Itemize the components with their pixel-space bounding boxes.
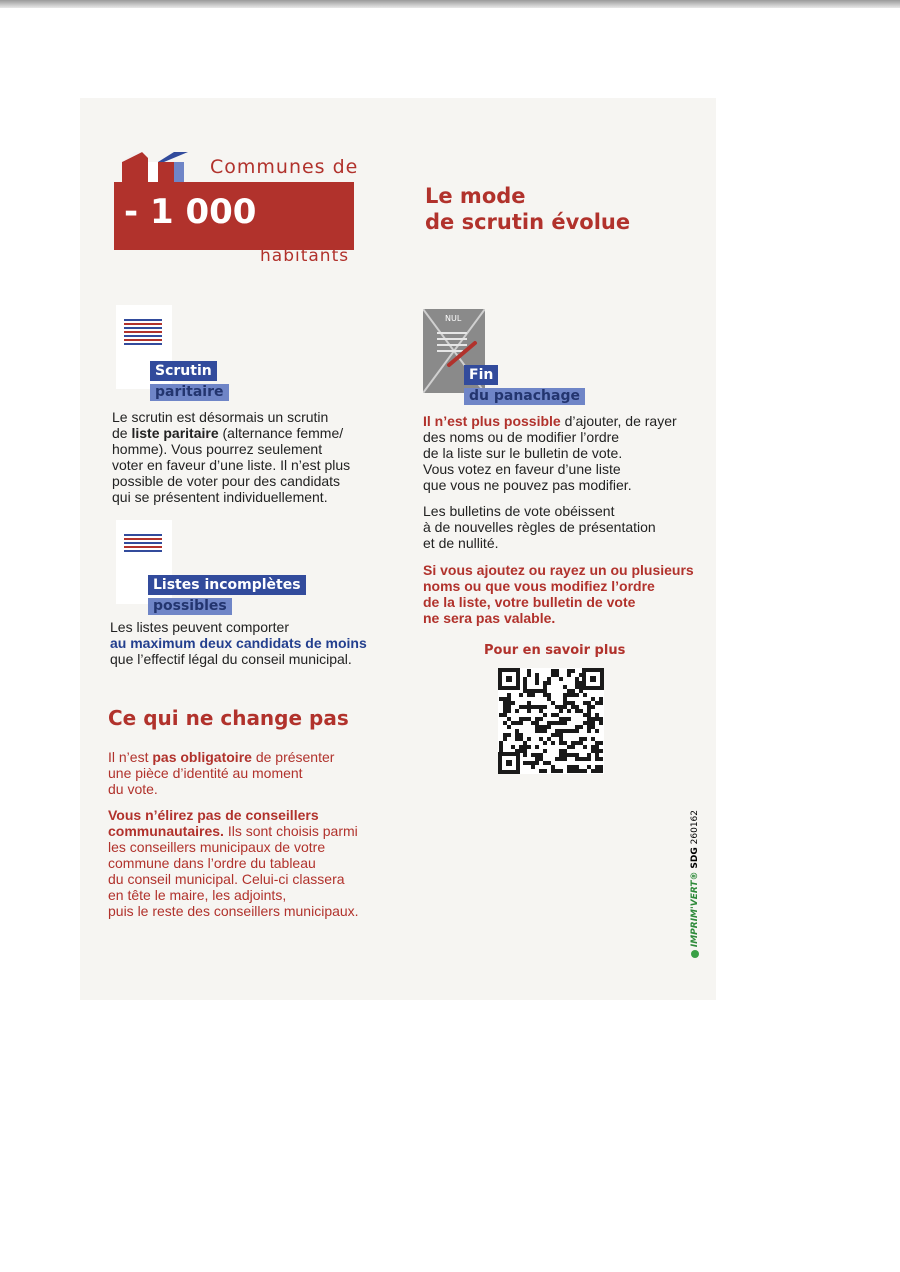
qr-module <box>575 705 579 709</box>
qr-module <box>559 705 563 709</box>
qr-module <box>559 753 563 757</box>
qr-module <box>515 729 519 733</box>
qr-module <box>587 765 591 769</box>
qr-module <box>587 717 591 721</box>
header-red-block <box>114 182 354 250</box>
qr-module <box>575 765 579 769</box>
qr-module <box>551 713 555 717</box>
qr-module <box>507 705 511 709</box>
qr-module <box>571 693 575 697</box>
qr-module <box>591 725 595 729</box>
qr-module <box>595 769 599 773</box>
qr-module <box>551 669 555 673</box>
qr-module <box>531 761 535 765</box>
qr-module <box>563 697 567 701</box>
qr-module <box>587 709 591 713</box>
qr-module <box>499 741 503 745</box>
qr-module <box>587 705 591 709</box>
qr-module <box>563 685 567 689</box>
qr-module <box>563 741 567 745</box>
qr-module <box>567 753 571 757</box>
qr-module <box>507 717 511 721</box>
qr-module <box>567 745 571 749</box>
qr-module <box>563 701 567 705</box>
qr-module <box>527 701 531 705</box>
qr-module <box>555 769 559 773</box>
qr-module <box>559 757 563 761</box>
qr-module <box>535 673 539 677</box>
qr-module <box>599 769 603 773</box>
qr-module <box>599 721 603 725</box>
qr-module <box>587 713 591 717</box>
qr-module <box>595 765 599 769</box>
qr-module <box>563 721 567 725</box>
qr-module <box>531 689 535 693</box>
qr-module <box>575 769 579 773</box>
qr-module <box>539 737 543 741</box>
qr-module <box>575 685 579 689</box>
nul-label: NUL <box>445 314 462 323</box>
qr-module <box>563 717 567 721</box>
fin-p2: Les bulletins de vote obéissent à de nouvelles règles de présentation et de nullité. <box>423 503 656 551</box>
qr-module <box>587 729 591 733</box>
savoir-plus-label: Pour en savoir plus <box>484 643 626 658</box>
qr-module <box>571 745 575 749</box>
qr-module <box>583 757 587 761</box>
qr-module <box>571 753 575 757</box>
qr-module <box>523 745 527 749</box>
qr-module <box>539 725 543 729</box>
qr-module <box>555 673 559 677</box>
qr-module <box>543 693 547 697</box>
qr-module <box>499 713 503 717</box>
qr-module <box>563 753 567 757</box>
qr-module <box>595 713 599 717</box>
qr-module <box>519 733 523 737</box>
qr-module <box>579 769 583 773</box>
qr-module <box>507 709 511 713</box>
qr-module <box>587 701 591 705</box>
qr-module <box>559 677 563 681</box>
qr-module <box>583 701 587 705</box>
qr-module <box>587 725 591 729</box>
qr-module <box>579 757 583 761</box>
qr-module <box>559 709 563 713</box>
qr-module <box>523 749 527 753</box>
qr-module <box>579 741 583 745</box>
qr-module <box>547 725 551 729</box>
qr-module <box>511 745 515 749</box>
qr-module <box>511 721 515 725</box>
qr-module <box>527 761 531 765</box>
qr-module <box>579 709 583 713</box>
qr-module <box>563 705 567 709</box>
qr-module <box>543 741 547 745</box>
qr-module <box>551 673 555 677</box>
qr-module <box>567 717 571 721</box>
qr-module <box>567 765 571 769</box>
leaf-icon <box>691 950 699 958</box>
qr-module <box>547 697 551 701</box>
qr-module <box>567 673 571 677</box>
scrutin-tag: Scrutin paritaire <box>150 360 229 401</box>
qr-module <box>503 721 507 725</box>
scrutin-text: Le scrutin est désormais un scrutin de liste paritaire (alternance femme/ homme). Vous pourrez seulement voter en faveur d’une liste. Il n’est plus possible de voter pour des candidats qui se présentent individuellement. <box>112 409 351 505</box>
qr-module <box>559 729 563 733</box>
qr-module <box>531 765 535 769</box>
qr-module <box>567 701 571 705</box>
qr-module <box>551 721 555 725</box>
qr-module <box>519 693 523 697</box>
qr-module <box>535 717 539 721</box>
qr-module <box>599 741 603 745</box>
qr-module <box>599 749 603 753</box>
qr-module <box>551 741 555 745</box>
qr-module <box>499 745 503 749</box>
qr-module <box>515 709 519 713</box>
qr-module <box>543 761 547 765</box>
qr-module <box>575 741 579 745</box>
qr-module <box>599 701 603 705</box>
qr-module <box>571 669 575 673</box>
qr-module <box>523 681 527 685</box>
qr-module <box>547 677 551 681</box>
qr-module <box>527 693 531 697</box>
qr-module <box>567 693 571 697</box>
qr-module <box>527 709 531 713</box>
qr-module <box>503 705 507 709</box>
fin-p3: Si vous ajoutez ou rayez un ou plusieurs noms ou que vous modifiez l’ordre de la liste, votre bulletin de vote ne sera pas valable. <box>423 562 694 626</box>
qr-module <box>503 697 507 701</box>
qr-module <box>535 721 539 725</box>
qr-module <box>503 733 507 737</box>
qr-module <box>535 757 539 761</box>
qr-module <box>547 737 551 741</box>
qr-module <box>503 701 507 705</box>
qr-module <box>539 709 543 713</box>
qr-module <box>527 745 531 749</box>
qr-module <box>535 677 539 681</box>
qr-module <box>523 753 527 757</box>
qr-module <box>519 705 523 709</box>
qr-code[interactable] <box>498 668 604 774</box>
fin-p1: Il n’est plus possible d’ajouter, de rayer des noms ou de modifier l’ordre de la liste sur le bulletin de vote. Vous votez en faveur d’une liste que vous ne pouvez pas modifier. <box>423 413 677 493</box>
qr-module <box>595 749 599 753</box>
qr-module <box>595 729 599 733</box>
qr-module <box>543 705 547 709</box>
qr-module <box>539 705 543 709</box>
qr-module <box>519 721 523 725</box>
qr-module <box>567 729 571 733</box>
qr-module <box>583 693 587 697</box>
qr-module <box>507 725 511 729</box>
qr-module <box>583 721 587 725</box>
qr-module <box>555 721 559 725</box>
qr-module <box>567 769 571 773</box>
qr-module <box>575 693 579 697</box>
qr-module <box>547 761 551 765</box>
qr-module <box>595 701 599 705</box>
qr-module <box>563 729 567 733</box>
listes-tag: Listes incomplètes possibles <box>148 574 306 615</box>
qr-module <box>507 733 511 737</box>
qr-module <box>527 669 531 673</box>
qr-module <box>515 721 519 725</box>
qr-module <box>539 769 543 773</box>
leaflet-page <box>80 98 716 1000</box>
qr-module <box>583 737 587 741</box>
qr-module <box>575 753 579 757</box>
listes-text: Les listes peuvent comporter au maximum deux candidats de moins que l’effectif légal du conseil municipal. <box>110 619 367 667</box>
qr-module <box>547 681 551 685</box>
qr-module <box>535 729 539 733</box>
qr-module <box>547 721 551 725</box>
qr-module <box>595 753 599 757</box>
qr-module <box>571 741 575 745</box>
qr-module <box>555 713 559 717</box>
qr-module <box>527 717 531 721</box>
qr-module <box>523 705 527 709</box>
ne-change-p2: Vous n’élirez pas de conseillers communautaires. Ils sont choisis parmi les conseillers municipaux de votre commune dans l’ordre du tableau du conseil municipal. Celui-ci classera en tête le maire, les adjoints, puis le reste des conseillers municipaux. <box>108 807 359 919</box>
qr-module <box>575 681 579 685</box>
qr-module <box>543 769 547 773</box>
qr-module <box>555 705 559 709</box>
qr-module <box>591 769 595 773</box>
qr-module <box>515 737 519 741</box>
qr-module <box>559 733 563 737</box>
qr-module <box>571 689 575 693</box>
qr-module <box>575 757 579 761</box>
qr-module <box>503 713 507 717</box>
qr-module <box>535 745 539 749</box>
qr-module <box>587 753 591 757</box>
header-communes-de: Communes de <box>210 156 359 178</box>
qr-module <box>559 721 563 725</box>
qr-module <box>547 693 551 697</box>
qr-module <box>539 757 543 761</box>
qr-module <box>535 705 539 709</box>
qr-module <box>523 677 527 681</box>
qr-module <box>563 757 567 761</box>
qr-module <box>523 717 527 721</box>
qr-module <box>575 725 579 729</box>
qr-module <box>539 689 543 693</box>
qr-module <box>507 693 511 697</box>
qr-module <box>527 737 531 741</box>
qr-module <box>563 693 567 697</box>
qr-module <box>599 757 603 761</box>
imprint: IMPRIM'VERT® SDG 260162 <box>690 758 704 958</box>
qr-module <box>515 733 519 737</box>
qr-module <box>583 713 587 717</box>
fin-tag: Fin du panachage <box>464 364 585 405</box>
qr-module <box>599 697 603 701</box>
qr-module <box>587 757 591 761</box>
qr-module <box>571 729 575 733</box>
qr-module <box>559 717 563 721</box>
qr-module <box>567 689 571 693</box>
qr-module <box>535 681 539 685</box>
qr-module <box>595 745 599 749</box>
qr-module <box>599 717 603 721</box>
qr-module <box>543 749 547 753</box>
qr-module <box>571 701 575 705</box>
qr-module <box>527 705 531 709</box>
qr-module <box>539 729 543 733</box>
scan-edge <box>0 0 900 8</box>
qr-module <box>543 681 547 685</box>
qr-module <box>595 717 599 721</box>
qr-module <box>527 673 531 677</box>
qr-module <box>579 725 583 729</box>
qr-module <box>543 689 547 693</box>
qr-module <box>559 737 563 741</box>
qr-module <box>523 741 527 745</box>
qr-module <box>543 729 547 733</box>
qr-module <box>523 689 527 693</box>
qr-module <box>535 761 539 765</box>
qr-module <box>535 689 539 693</box>
qr-module <box>571 705 575 709</box>
qr-module <box>591 745 595 749</box>
qr-module <box>591 717 595 721</box>
qr-module <box>555 669 559 673</box>
qr-module <box>579 737 583 741</box>
qr-module <box>575 729 579 733</box>
qr-module <box>535 725 539 729</box>
qr-module <box>523 685 527 689</box>
qr-module <box>591 705 595 709</box>
qr-module <box>523 761 527 765</box>
qr-module <box>571 769 575 773</box>
qr-module <box>551 769 555 773</box>
qr-module <box>543 713 547 717</box>
qr-module <box>551 701 555 705</box>
header-1000: - 1 000 <box>124 192 257 232</box>
qr-module <box>511 701 515 705</box>
qr-module <box>535 753 539 757</box>
page-title: Le mode de scrutin évolue <box>425 184 631 234</box>
section-title-ne-change: Ce qui ne change pas <box>108 706 349 730</box>
qr-module <box>555 757 559 761</box>
qr-module <box>519 745 523 749</box>
qr-module <box>503 737 507 741</box>
qr-module <box>503 709 507 713</box>
qr-module <box>559 749 563 753</box>
qr-module <box>555 733 559 737</box>
qr-module <box>591 721 595 725</box>
qr-module <box>519 737 523 741</box>
qr-module <box>539 753 543 757</box>
qr-module <box>559 769 563 773</box>
qr-module <box>587 721 591 725</box>
qr-module <box>563 749 567 753</box>
qr-module <box>507 697 511 701</box>
qr-module <box>571 765 575 769</box>
qr-module <box>595 741 599 745</box>
qr-module <box>595 757 599 761</box>
qr-module <box>575 709 579 713</box>
qr-module <box>543 685 547 689</box>
qr-module <box>531 693 535 697</box>
qr-module <box>507 701 511 705</box>
qr-module <box>531 721 535 725</box>
qr-module <box>591 737 595 741</box>
qr-module <box>527 689 531 693</box>
qr-module <box>531 753 535 757</box>
qr-module <box>559 741 563 745</box>
qr-module <box>567 669 571 673</box>
qr-module <box>555 729 559 733</box>
qr-module <box>539 717 543 721</box>
qr-module <box>551 733 555 737</box>
qr-module <box>591 697 595 701</box>
qr-module <box>499 697 503 701</box>
qr-module <box>551 765 555 769</box>
ne-change-p1: Il n’est pas obligatoire de présenter une pièce d’identité au moment du vote. <box>108 749 335 797</box>
qr-module <box>591 749 595 753</box>
qr-module <box>531 705 535 709</box>
header-habitants: habitants <box>260 246 350 266</box>
qr-module <box>519 717 523 721</box>
qr-module <box>575 677 579 681</box>
qr-module <box>567 709 571 713</box>
qr-module <box>543 725 547 729</box>
qr-module <box>599 765 603 769</box>
qr-module <box>583 745 587 749</box>
qr-module <box>583 769 587 773</box>
